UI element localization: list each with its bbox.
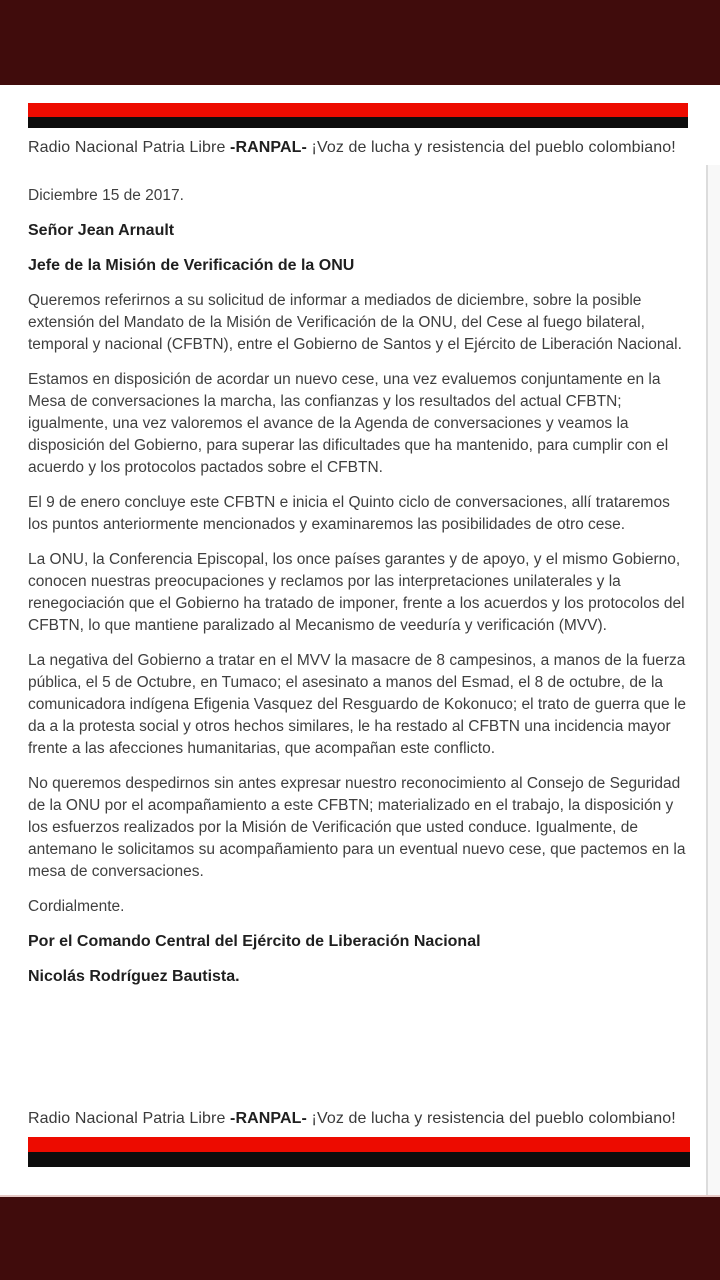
letter-page [0,85,720,1197]
signature-name: Nicolás Rodríguez Bautista. [28,968,240,985]
closing: Cordialmente. [28,898,125,915]
signature-organization: Por el Comando Central del Ejército de Liberación Nacional [28,933,481,950]
letter-body [28,185,688,988]
masthead-brand: -RANPAL- [230,1110,307,1127]
footer-black-stripe [28,1152,690,1167]
header-red-stripe [28,103,688,117]
footer-red-stripe [28,1137,690,1152]
recipient-name: Señor Jean Arnault [28,222,175,239]
page-bottom-edge [0,1195,720,1197]
letter-content [28,103,688,1001]
footer-flag-banner [28,1137,690,1167]
masthead-suffix: ¡Voz de lucha y resistencia del pueblo colombiano! [306,1110,676,1127]
masthead-suffix: ¡Voz de lucha y resistencia del pueblo colombiano! [306,139,676,156]
paragraph-6: No queremos despedirnos sin antes expresar nuestro reconocimiento al Consejo de Seguridad de la ONU por el acompañamiento a este CFBTN; materializado en el trabajo, la disposición y los esfuerzos realizados por la Misión de Verificación que usted conduce. Igualmente, de antemano le solicitamos su acompañamiento para un eventual nuevo cese, que pactemos en la mesa de conversaciones. [28,775,686,880]
header-black-stripe [28,117,688,128]
header-flag-banner [28,103,688,128]
recipient-title: Jefe de la Misión de Verificación de la ONU [28,257,355,274]
page-edge-strip [708,165,720,1197]
paragraph-3: El 9 de enero concluye este CFBTN e inicia el Quinto ciclo de conversaciones, allí trataremos los puntos anteriormente mencionados y examinaremos las posibilidades de otro cese. [28,494,670,533]
header-masthead [28,136,688,160]
paragraph-2: Estamos en disposición de acordar un nuevo cese, una vez evaluemos conjuntamente en la Mesa de conversaciones la marcha, las confianzas y los resultados del actual CFBTN; igualmente, una vez valoremos el avance de la Agenda de conversaciones y veamos la disposición del Gobierno, para superar las dificultades que ha mantenido, para cumplir con el acuerdo y los protocolos pactados sobre el CFBTN. [28,371,669,476]
paragraph-5: La negativa del Gobierno a tratar en el MVV la masacre de 8 campesinos, a manos de la fuerza pública, el 5 de Octubre, en Tumaco; el asesinato a manos del Esmad, el 8 de octubre, de la comunicadora indígena Efigenia Vasquez del Resguardo de Kokonuco; el trato de guerra que le da a la protesta social y otros hechos similares, le ha restado al CFBTN una incidencia mayor frente a las afecciones humanitarias, que acompañan este conflicto. [28,652,687,757]
masthead-brand: -RANPAL- [230,139,307,156]
masthead-prefix: Radio Nacional Patria Libre [28,139,231,156]
masthead-prefix: Radio Nacional Patria Libre [28,1110,231,1127]
footer-masthead [28,1107,690,1131]
letter-footer [28,1107,690,1167]
paragraph-1: Queremos referirnos a su solicitud de informar a mediados de diciembre, sobre la posible extensión del Mandato de la Misión de Verificación de la ONU, del Cese al fuego bilateral, temporal y nacional (CFBTN), entre el Gobierno de Santos y el Ejército de Liberación Nacional. [28,292,682,353]
letter-date: Diciembre 15 de 2017. [28,187,184,204]
paragraph-4: La ONU, la Conferencia Episcopal, los once países garantes y de apoyo, y el mismo Gobierno, conocen nuestras preocupaciones y reclamos por las interpretaciones unilaterales y la renegociación que el Gobierno ha tratado de imponer, frente a los acuerdos y los protocolos del CFBTN, lo que mantiene paralizado al Mecanismo de veeduría y verificación (MVV). [28,551,685,634]
